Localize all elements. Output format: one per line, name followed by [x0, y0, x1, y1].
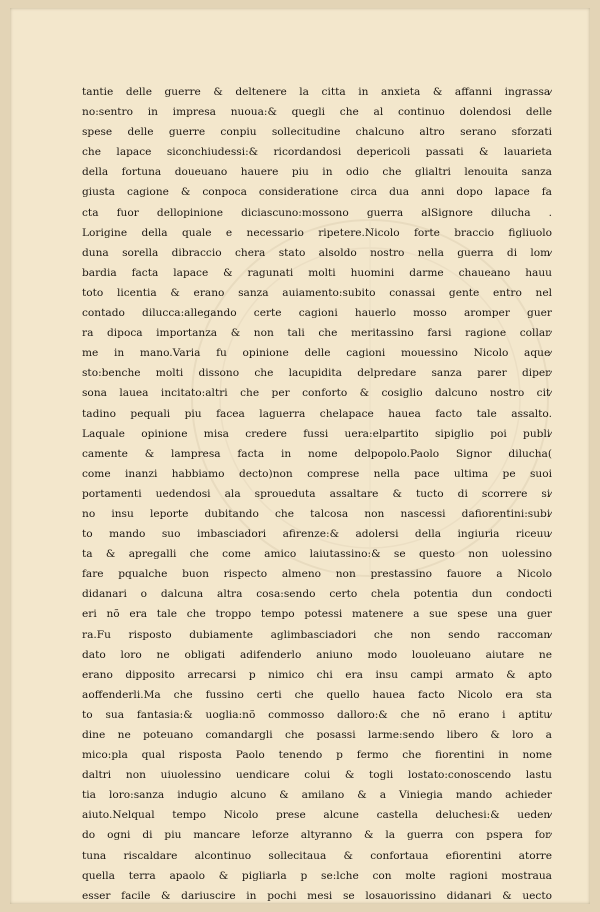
text-line: contado dilucca:allegando certe cagioni hauerlo mosso aromper guer: [82, 307, 552, 320]
text-line: to sua fantasia:& uoglia:nõ commosso dalloro:& che nõ erano i aptitu⁄: [82, 708, 552, 721]
text-line: tuna riscaldare alcontinuo sollecitaua & confortaua efiorentini atorre: [82, 849, 552, 862]
text-line: mico:pla qual risposta Paolo tenendo p fermo che fiorentini in nome: [82, 749, 552, 762]
text-line: daltri non uiuolessino uendicare colui & togli lostato:conoscendo lastu: [82, 769, 552, 782]
text-line: aiuto.Nelqual tempo Nicolo prese alcune castella deluchesi:& ueden⁄: [82, 809, 552, 822]
text-line: spese delle guerre conpiu sollecitudine chalcuno altro serano sforzati: [82, 126, 552, 139]
text-line: che lapace siconchiudessi:& ricordandosi depericoli passati & lauarieta: [82, 146, 552, 159]
text-line: eri nõ era tale che troppo tempo potessi matenere a sue spese una guer: [82, 608, 552, 621]
text-line: sto:benche molti dissono che lacupidita delpredare sanza parer diper⁄: [82, 367, 552, 380]
text-line: sona lauea incitato:altri che per conforto & cosiglio dalcuno nostro cit⁄: [82, 387, 552, 400]
text-line: esser facile & dariuscire in pochi mesi se losauorissino didanari & uecto: [82, 889, 552, 902]
text-line: didanari o dalcuna altra cosa:sendo certo chela potentia dun condocti: [82, 588, 552, 601]
text-line: do ogni di piu mancare leforze altyranno & la guerra con pspera for⁄: [82, 829, 552, 842]
body-text: [82, 82, 552, 906]
text-line: cta fuor dellopinione diciascuno:mossono guerra alSignore dilucha .: [82, 206, 552, 219]
text-line: ta & apregalli che come amico laiutassino:& se questo non uolessino: [82, 548, 552, 561]
text-line: tia loro:sanza indugio alcuno & amilano & a Viniegia mando achieder: [82, 789, 552, 802]
text-line: ra dipoca importanza & non tali che meritassino farsi ragione collar⁄: [82, 327, 552, 340]
text-line: aoffenderli.Ma che fussino certi che quello hauea facto Nicolo era sta: [82, 688, 552, 701]
book-page: [10, 8, 590, 904]
text-line: dato loro ne obligati adifenderlo aniuno modo louoleuano aiutare ne: [82, 648, 552, 661]
text-line: bardia facta lapace & ragunati molti huomini darme chaueano hauu: [82, 266, 552, 279]
text-line: erano dipposito arrecarsi p nimico chi era insu campi armato & apto: [82, 668, 552, 681]
text-line: dine ne poteuano comandargli che posassi larme:sendo libero & loro a: [82, 729, 552, 741]
text-line: tadino pequali piu facea laguerra chelapace hauea facto tale assalto.: [82, 407, 552, 420]
text-line: Lorigine della quale e necessario ripetere.Nicolo forte braccio figliuolo: [82, 226, 552, 239]
text-line: camente & lampresa facta in nome delpopolo.Paolo Signor dilucha(: [82, 447, 552, 460]
text-line: portamenti uedendosi ala sproueduta assaltare & tucto di scorrere si⁄: [82, 487, 552, 500]
text-line: toto licentia & erano sanza auiamento:subito conassai gente entro nel: [82, 286, 552, 299]
text-line: no:sentro in impresa nuoua:& quegli che al continuo dolendosi delle: [82, 106, 552, 119]
text-line: fare pqualche buon rispecto almeno non prestassino fauore a Nicolo: [82, 568, 552, 581]
text-line: to mando suo imbasciadori afirenze:& adolersi della ingiuria riceuu⁄: [82, 528, 552, 541]
text-line: me in mano.Varia fu opinione delle cagioni mouessino Nicolo aque⁄: [82, 347, 552, 360]
text-line: tantie delle guerre & deltenere la citta in anxieta & affanni ingrassa⁄: [82, 86, 552, 98]
text-line: quella terra apaolo & pigliarla p se:lche con molte ragioni mostraua: [82, 869, 552, 882]
text-line: come inanzi habbiamo decto)non comprese nella pace ultima pe suoi: [82, 467, 552, 480]
text-line: ra.Fu risposto dubiamente aglimbasciadori che non sendo raccoman⁄: [82, 628, 552, 641]
text-line: giusta cagione & conpoca consideratione circa dua anni dopo lapace fa: [82, 186, 552, 199]
text-line: Laquale opinione misa credere fussi uera:elpartito sipiglio poi publi⁄: [82, 427, 552, 440]
text-line: duna sorella dibraccio chera stato alsoldo nostro nella guerra di lom⁄: [82, 246, 552, 259]
text-line: della fortuna doueuano hauere piu in odio che glialtri lenouita sanza: [82, 166, 552, 179]
text-line: no insu leporte dubitando che talcosa non nascessi dafiorentini:subi⁄: [82, 507, 552, 520]
